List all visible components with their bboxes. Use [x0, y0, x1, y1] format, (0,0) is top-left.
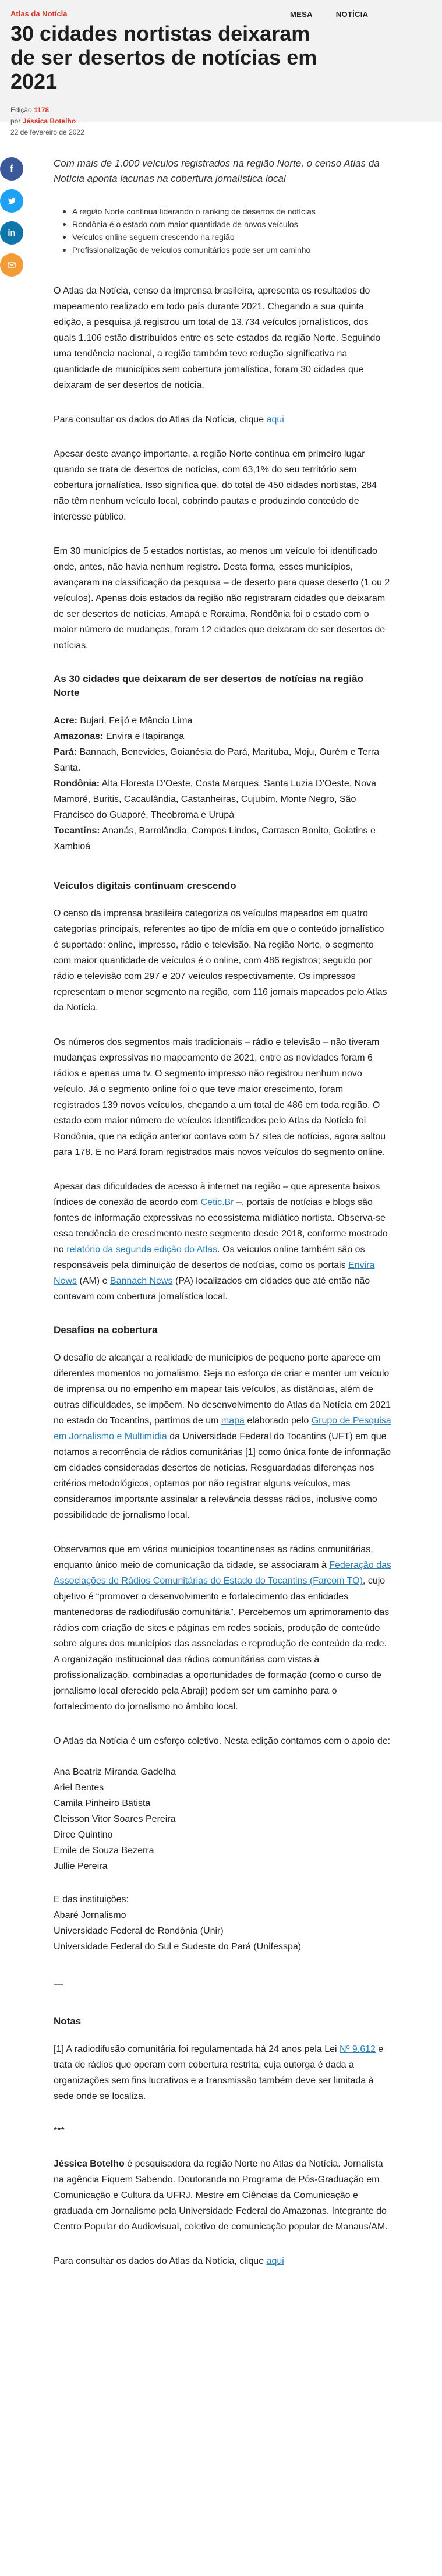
farcom-link[interactable]: Federação das Associações de Rádios Comunitárias do Estado do Tocantins (Farcom TO)	[54, 1560, 391, 1586]
linkedin-share-button[interactable]	[0, 221, 23, 245]
author-link[interactable]: Jéssica Botelho	[22, 117, 76, 125]
institution-name: Abaré Jornalismo	[54, 1910, 126, 1920]
facebook-icon: f	[10, 162, 13, 175]
text-run: Apesar das dificuldades de acesso à internet na região – que apresenta baixos índices de conexão de acordo com	[54, 1182, 380, 1207]
state-name: Pará:	[54, 747, 77, 757]
supporter-name: Emile de Souza Bezerra	[54, 1846, 154, 1856]
heading-30-cities: As 30 cidades que deixaram de ser desertos de notícias na região Norte	[54, 673, 363, 698]
research-group-link[interactable]: Grupo de Pesquisa em Jornalismo e Multimídia	[54, 1416, 391, 1441]
supporter-name: Dirce Quintino	[54, 1830, 113, 1840]
state-cities: Bujari, Feijó e Mâncio Lima	[80, 716, 193, 726]
text-run: da Universidade Federal do Tocantins (UFT) em que notamos a recorrência de rádios comunitárias [1] como única fonte de informação em cidades consideradas desertos de notícias. Resguardadas diferenças nos critérios metodológicos, optamos por não registrar alguns veículos, mas consideramos importante assinalar a relevância dessas rádios, inclusive como possibilidade de jornalismo local.	[54, 1432, 391, 1520]
article-body	[54, 122, 391, 2269]
state-row-amazonas	[54, 729, 391, 744]
paragraph-intro: O Atlas da Notícia, censo da imprensa brasileira, apresenta os resultados do mapeamento realizado em todo país durante 2021. Chegando a sua quinta edição, a pesquisa já registrou um total de 13.734 veículos jornalísticos, dos quais 1.106 estão distribuídos entre os sete estados da região Norte. Seguindo uma tendência nacional, a região também teve redução significativa na quantidade de municípios sem cobertura jornalística, foram 30 cidades que deixaram de ser desertos de notícia.	[54, 286, 381, 390]
highlight-item: Veículos online seguem crescendo na região	[63, 231, 391, 243]
text-run: elaborado pelo	[247, 1416, 309, 1426]
top-nav	[290, 10, 368, 19]
text-run: O desafio de alcançar a realidade de municípios de pequeno porte aparece em diferentes momentos no jornalismo. Seja no esforço de criar e manter um veículo de imprensa ou no empenho em mapear tais veículos, as distâncias, além de outras dificuldades, se impõem. No desenvolvimento do Atlas da Notícia em 2021 no estado do Tocantins, partimos de um	[54, 1353, 391, 1426]
by-label: por	[10, 117, 21, 125]
edition-label: Edição	[10, 106, 32, 114]
email-share-button[interactable]	[0, 253, 23, 277]
state-name: Acre:	[54, 716, 77, 726]
notes-heading: Notas	[54, 2016, 82, 2027]
map-link[interactable]: mapa	[221, 1416, 245, 1426]
highlight-item: A região Norte continua liderando o ranking de desertos de notícias	[63, 205, 391, 218]
paragraph-internet-access	[54, 1179, 391, 1305]
highlight-item: Profissionalização de veículos comunitários pode ser um caminho	[63, 243, 391, 256]
institution-name: Universidade Federal de Rondônia (Unir)	[54, 1926, 224, 1936]
author-bio	[54, 2156, 391, 2235]
institutions-intro: E das instituições:	[54, 1895, 129, 1904]
supporter-name: Ana Beatriz Miranda Gadelha	[54, 1767, 176, 1777]
paragraph-30-municipalities: Em 30 municípios de 5 estados nortistas, ao menos um veículo foi identificado onde, antes, não havia nenhum registro. Desta forma, esses municípios, avançaram na classificação da pesquisa – de deserto para quase deserto (1 ou 2 veículos). Apenas dois estados da região não registraram cidades que deixaram de ser desertos de notícias, Amapá e Roraima. Rondônia foi o estado com o maior número de mudanças, foram 12 cidades que deixaram de ser desertos de notícias.	[54, 546, 390, 651]
paragraph-community-radios	[54, 1542, 391, 1715]
publish-date: 22 de fevereiro de 2022	[10, 128, 84, 136]
state-cities: Envira e Itapiranga	[105, 732, 185, 741]
edition-line	[10, 105, 432, 116]
article-lead: Com mais de 1.000 veículos registrados na região Norte, o censo Atlas da Notícia aponta lacunas na cobertura jornalística local	[54, 158, 380, 184]
cetic-link[interactable]: Cetic.Br	[200, 1197, 234, 1207]
text-run: (AM) e	[79, 1276, 108, 1286]
highlight-item: Rondônia é o estado com maior quantidade de novos veículos	[63, 218, 391, 231]
footnote-1	[54, 2041, 391, 2104]
paragraph-data-link	[54, 412, 391, 427]
state-name: Tocantins:	[54, 826, 100, 836]
highlights-list	[63, 205, 391, 256]
state-row-tocantins	[54, 823, 391, 854]
byline	[10, 116, 432, 127]
atlas-data-link-final[interactable]: aqui	[266, 2256, 284, 2266]
paragraph-north-first: Apesar deste avanço importante, a região Norte continua em primeiro lugar quando se trata de desertos de notícias, com 63,1% do seu território sem cobertura jornalística. Isso significa que, do total de 450 cidades nortistas, 284 não têm nenhum veículo local, cobrindo pautas e produzindo conteúdo de interesse público.	[54, 449, 377, 522]
edition-number[interactable]: 1178	[34, 106, 49, 114]
data-link-text: Para consultar os dados do Atlas da Notícia, clique	[54, 415, 264, 425]
twitter-share-button[interactable]	[0, 189, 23, 213]
state-name: Rondônia:	[54, 779, 100, 789]
state-cities-list	[54, 713, 391, 854]
text-run: [1] A radiodifusão comunitária foi regulamentada há 24 anos pela Lei	[54, 2044, 337, 2054]
state-row-acre	[54, 713, 391, 729]
text-run: e trata de rádios que operam com cobertura restrita, cuja outorga é dada a organizações sem fins lucrativos e a transmissão também deve ser limitada à sede onde se localiza.	[54, 2044, 384, 2101]
bio-author-name: Jéssica Botelho	[54, 2159, 125, 2169]
article-header	[0, 0, 442, 136]
institution-name: Universidade Federal do Sul e Sudeste do Pará (Unifesspa)	[54, 1942, 302, 1952]
institutions-list	[54, 1892, 391, 1955]
supporters-list	[54, 1764, 391, 1874]
supporter-name: Camila Pinheiro Batista	[54, 1798, 151, 1808]
text-run: Observamos que em vários municípios tocantinenses as rádios comunitárias, enquanto único meio de comunicação da cidade, se associaram à	[54, 1545, 373, 1570]
facebook-share-button[interactable]	[0, 157, 23, 181]
supporter-name: Cleisson Vitor Soares Pereira	[54, 1814, 176, 1824]
share-bar	[0, 157, 26, 285]
text-run: . Os veículos online também são os responsáveis pela diminuição de desertos de notícias, como os portais	[54, 1245, 365, 1270]
text-run: , cujo objetivo é “promover o desenvolvimento e fortalecimento das entidades mantenedoras de radiodifusão comunitária”. Percebemos um aprimoramento das rádios com criação de sites e páginas em redes sociais, produção de conteúdo sobre alguns dos municípios das associadas e reprodução de conteúdo da rede. A organização institucional das rádios comunitárias com vistas à profissionalização, combinadas a oportunidades de formação (como o curso de jornalismo local oferecido pela Abraji) podem ser um caminho para o fortalecimento do jornalismo no âmbito local.	[54, 1576, 390, 1712]
supporter-name: Jullie Pereira	[54, 1861, 108, 1871]
heading-digital-outlets: Veículos digitais continuam crescendo	[54, 880, 236, 891]
state-cities: Ananás, Barrolândia, Campos Lindos, Carrasco Bonito, Goiatins e Xambioá	[54, 826, 376, 851]
paragraph-challenge	[54, 1350, 391, 1523]
supporter-name: Ariel Bentes	[54, 1783, 104, 1793]
text-run: (PA) localizados em cidades que até então não contavam com cobertura jornalística local.	[54, 1276, 370, 1302]
section-kicker[interactable]: Atlas da Notícia	[10, 9, 68, 18]
separator: —	[54, 1980, 63, 1990]
text-run: –, portais de notícias e blogs são fontes de informação expressivas no ecossistema midiático nortista. Observa-se essa tendência de crescimento neste segmento desde 2018, conforme mostrado no	[54, 1197, 388, 1255]
email-icon	[7, 260, 16, 270]
state-row-para	[54, 744, 391, 776]
final-link-text: Para consultar os dados do Atlas da Notícia, clique	[54, 2256, 264, 2266]
paragraph-categories: O censo da imprensa brasileira categoriza os veículos mapeados em quatro categorias principais, referentes ao tipo de mídia em que o conteúdo jornalístico é suportado: online, impresso, rádio e televisão. Na região Norte, o segmento com maior quantidade de veículos é o online, com 486 registros; seguido por rádio e televisão com 297 e 207 veículos respectivamente. Os impressos representam o menor segmento na região, com 116 jornais mapeados pelo Atlas da Notícia.	[54, 909, 387, 1013]
envira-news-link[interactable]: Envira News	[54, 1260, 375, 1286]
state-row-rondonia	[54, 776, 391, 823]
nav-item-mesa[interactable]: MESA	[290, 10, 313, 19]
article-meta	[10, 105, 432, 138]
law-link[interactable]: Nº 9.612	[340, 2044, 376, 2054]
twitter-icon	[7, 196, 16, 206]
atlas-report-link[interactable]: relatório da segunda edição do Atlas	[66, 1245, 218, 1255]
bio-text: é pesquisadora da região Norte no Atlas da Notícia. Jornalista na agência Fiquem Sabendo. Doutoranda no Programa de Pós-Graduação em Comunicação e Cultura da UFRJ. Mestre em Ciências da Comunicação e graduada em Jornalismo pela Universidade Federal do Amazonas. Integrante do Centro Popular do Audiovisual, coletivo de comunicação popular de Manaus/AM.	[54, 2159, 388, 2232]
state-name: Amazonas:	[54, 732, 104, 741]
atlas-data-link[interactable]: aqui	[266, 415, 284, 425]
article-title: 30 cidades nortistas deixaram de ser desertos de notícias em 2021	[10, 22, 317, 93]
state-cities: Bannach, Benevides, Goianésia do Pará, Marituba, Moju, Ourém e Terra Santa.	[54, 747, 380, 773]
nav-item-noticia[interactable]: NOTÍCIA	[335, 10, 369, 19]
heading-challenges: Desafios na cobertura	[54, 1324, 158, 1335]
bannach-news-link[interactable]: Bannach News	[109, 1276, 173, 1286]
linkedin-icon: in	[8, 228, 16, 238]
paragraph-support: O Atlas da Notícia é um esforço coletivo. Nesta edição contamos com o apoio de:	[54, 1736, 391, 1746]
state-cities: Alta Floresta D’Oeste, Costa Marques, Santa Luzia D’Oeste, Nova Mamoré, Buritis, Cacaulândia, Castanheiras, Cujubim, Monte Negro, São Francisco do Guaporé, Theobroma e Urupá	[54, 779, 376, 820]
section-stars: ***	[54, 2126, 65, 2136]
paragraph-segments: Os números dos segmentos mais tradicionais – rádio e televisão – não tiveram mudanças expressivas no mapeamento de 2021, entre as novidades foram 6 rádios e apenas uma tv. O segmento impresso não registrou nenhum novo veículo. Já o segmento online foi o que teve maior crescimento, foram registrados 139 novos veículos, chegando a um total de 486 em toda região. O estado com maior número de veículos identificados pelo Atlas da Notícia foi Rondônia, que na edição anterior contava com 57 sites de notícias, agora saltou para 178. E no Pará foram registrados mais novos veículos do segmento online.	[54, 1037, 386, 1157]
paragraph-final-link	[54, 2253, 391, 2269]
